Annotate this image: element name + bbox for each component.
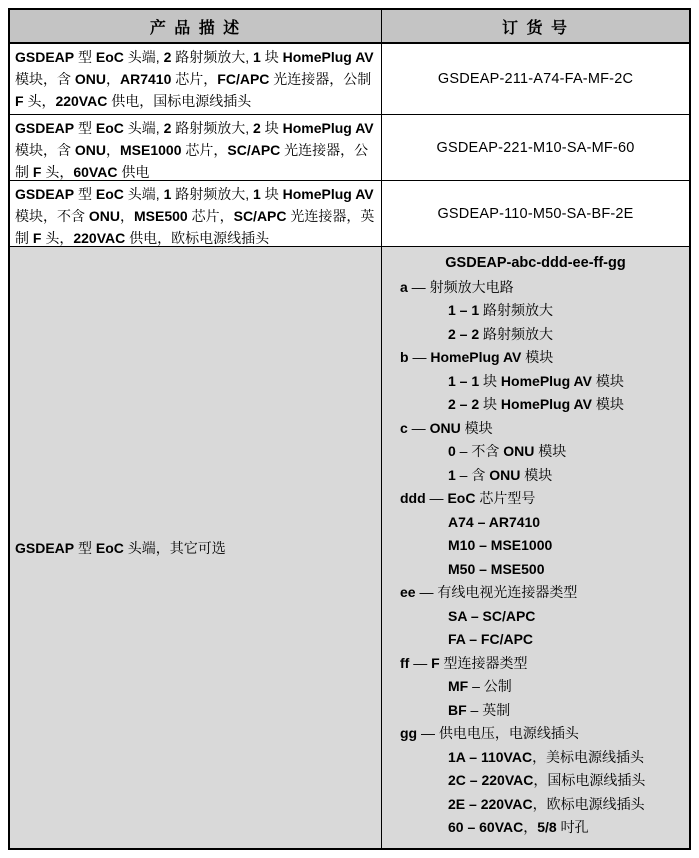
legend-key-line: c — ONU 模块 <box>400 419 493 436</box>
legend-key-line: ee — 有线电视光连接器类型 <box>400 584 578 600</box>
legend-option-line: 2C – 220VAC，国标电源线插头 <box>448 772 646 788</box>
legend-option-line: 0 – 不含 ONU 模块 <box>448 443 567 459</box>
legend-option-line: M10 – MSE1000 <box>448 537 553 553</box>
legend-option-line: 1 – 1 块 HomePlug AV 模块 <box>448 372 624 389</box>
product-ordering-table <box>8 8 691 850</box>
legend-option-line: 1 – 含 ONU 模块 <box>448 466 553 483</box>
column-header-description <box>10 10 382 44</box>
ordering-scheme-legend <box>382 247 689 848</box>
column-header-order-number-label: 订 货 号 <box>502 19 569 37</box>
legend-option-line: BF – 英制 <box>448 701 511 718</box>
table-row-2-description: GSDEAP 型 EoC 头端, 2 路射频放大, 2 块 HomePlug AV 模块，含 ONU，MSE1000 芯片，SC/APC 光连接器，公制 F 头，60VAC 供电 <box>10 115 382 181</box>
options-row-description <box>10 247 382 848</box>
column-header-description-label: 产 品 描 述 <box>149 19 242 37</box>
legend-option-line: 2 – 2 路射频放大 <box>448 325 554 342</box>
ordering-scheme-title: GSDEAP-abc-ddd-ee-ff-gg <box>445 255 626 271</box>
legend-key-line: ddd — EoC 芯片型号 <box>400 490 536 506</box>
legend-key-line: b — HomePlug AV 模块 <box>400 349 554 365</box>
legend-option-line: SA – SC/APC <box>448 607 536 624</box>
legend-option-line: 2 – 2 块 HomePlug AV 模块 <box>448 396 624 412</box>
table-row-1-description: GSDEAP 型 EoC 头端, 2 路射频放大, 1 块 HomePlug AV 模块，含 ONU，AR7410 芯片，FC/APC 光连接器，公制 F 头，220VAC 供电，国标电源线插头 <box>10 44 382 115</box>
legend-option-line: M50 – MSE500 <box>448 560 545 577</box>
legend-key-line: a — 射频放大电路 <box>400 278 514 295</box>
options-row-description-label: GSDEAP 型 EoC 头端，其它可选 <box>15 539 226 556</box>
legend-entries <box>382 276 689 840</box>
legend-option-line: FA – FC/APC <box>448 631 534 647</box>
legend-option-line: 60 – 60VAC，5/8 吋孔 <box>448 819 589 835</box>
legend-option-line: A74 – AR7410 <box>448 513 541 530</box>
legend-option-line: 1A – 110VAC，美标电源线插头 <box>448 748 645 765</box>
legend-option-line: MF – 公制 <box>448 678 512 694</box>
legend-option-line: 2E – 220VAC，欧标电源线插头 <box>448 795 645 812</box>
column-header-order-number <box>382 10 689 44</box>
table-row-3-order-number: GSDEAP-110-M50-SA-BF-2E <box>382 181 689 247</box>
legend-key-line: gg — 供电电压，电源线插头 <box>400 725 579 741</box>
table-row-1-order-number: GSDEAP-211-A74-FA-MF-2C <box>382 44 689 115</box>
table-row-2-order-number: GSDEAP-221-M10-SA-MF-60 <box>382 115 689 181</box>
legend-option-line: 1 – 1 路射频放大 <box>448 302 554 318</box>
legend-key-line: ff — F 型连接器类型 <box>400 654 528 671</box>
table-row-3-description: GSDEAP 型 EoC 头端, 1 路射频放大, 1 块 HomePlug AV 模块，不含 ONU，MSE500 芯片，SC/APC 光连接器，英制 F 头，220VAC 供电，欧标电源线插头 <box>10 181 382 247</box>
